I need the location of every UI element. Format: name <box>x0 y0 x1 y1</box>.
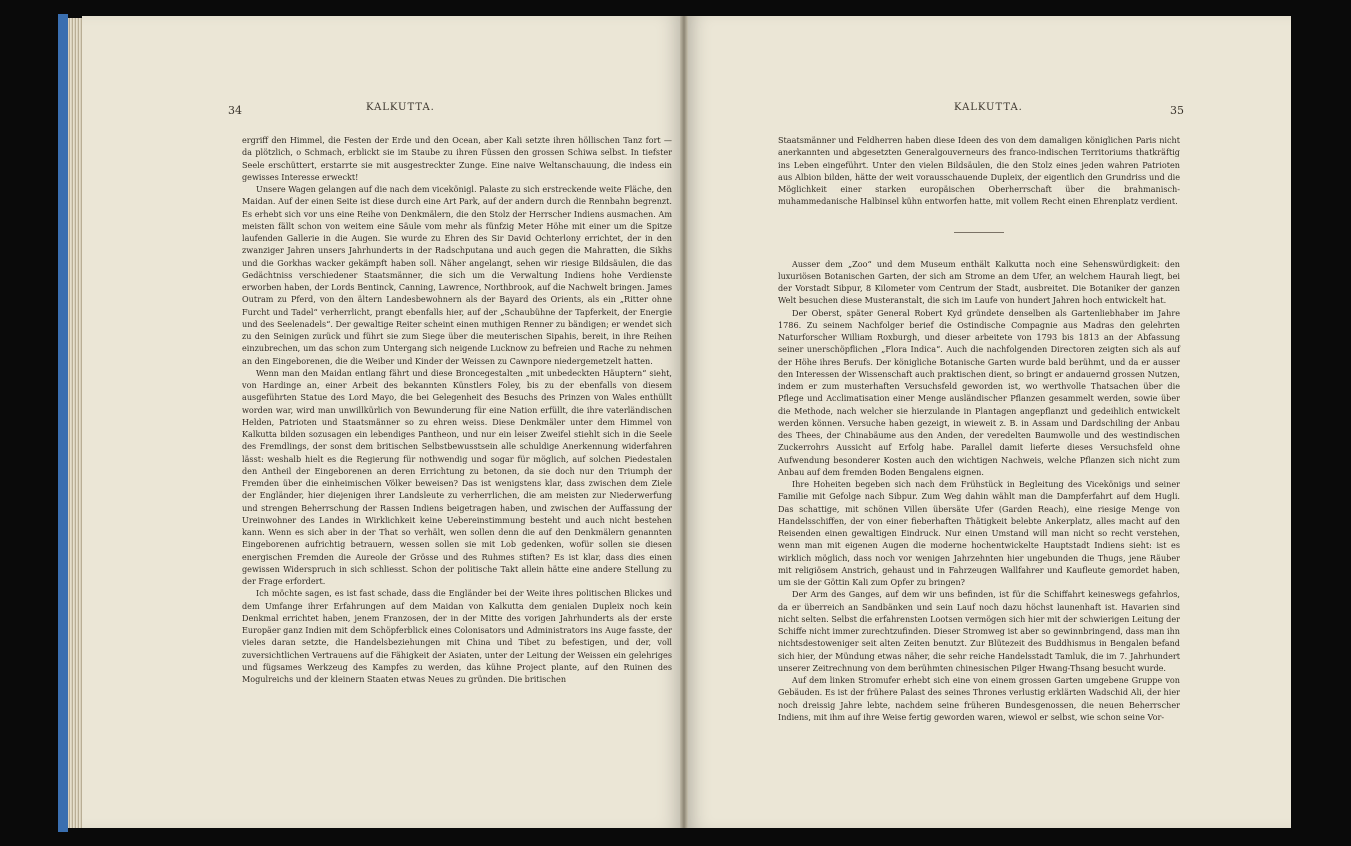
book-gutter <box>680 16 688 828</box>
paragraph: Staatsmänner und Feldherren haben diese Ideen des von dem damaligen königlichen Paris nicht anerkannten und abgesetzten Generalgouverneurs des franco-indischen Territoriums thatkräftig ins Leben eingeführt. Unter den vielen Bildsäulen, die den Stolz eines jeden wahren Patrioten aus Albion bilden, hätte der weit vorausschauende Dupleix, der eigentlich den Grundriss und die Möglichkeit einer starken europäischen Oberherrschaft über die brahmanisch-muhammedanische Halbinsel kühn entworfen hatte, mit vollem Recht einen Ehrenplatz verdient. <box>778 135 1180 207</box>
paragraph: Der Oberst, später General Robert Kyd gründete denselben als Gartenliebhaber im Jahre 1786. Zu seinem Nachfolger berief die Ostindische Compagnie aus Madras den gelehrten Naturforscher William Roxburgh, und dieser arbeitete von 1793 bis 1813 an der Abfassung seiner unerschöpflichen „Flora Indica“. Auch die nachfolgenden Directoren zeigten sich als auf der Höhe ihres Berufs. Der königliche Botanische Garten wurde bald berühmt, und da er ausser den Interessen der Wissenschaft auch praktischen dient, so bringt er andauernd grossen Nutzen, indem er zum musterhaften Versuchsfeld geworden ist, wo werthvolle Thatsachen über die Pflege und Acclimatisation einer Menge ausländischer Pflanzen gesammelt werden, sowie über die Methode, nach welcher sie hierzulande in Plantagen angepflanzt und gedeihlich entwickelt werden können. Versuche haben gezeigt, in wieweit z. B. in Assam und Dardschiling der Anbau des Thees, der Chinabäume aus den Anden, der veredelten Baumwolle und des westindischen Zuckerrohrs Aussicht auf Erfolg habe. Parallel damit lieferte dieses Versuchsfeld ohne Aufwendung besonderer Kosten auch den wichtigen Nachweis, welche Pflanzen sich nicht zum Anbau auf dem fremden Boden Bengalens eignen. <box>778 307 1180 477</box>
paragraph: Ihre Hoheiten begeben sich nach dem Frühstück in Begleitung des Vicekönigs und seiner Familie mit Gefolge nach Sibpur. Zum Weg dahin wählt man die Dampferfahrt auf dem Hugli. Das schattige, mit schönen Villen übersäte Ufer (Garden Reach), eine riesige Menge von Handelsschiffen, der von einer fieberhaften Thätigkeit belebte Ankerplatz, alles macht auf den Reisenden einen gewaltigen Eindruck. Nur einen Umstand will man nicht so recht verstehen, wenn man mit eigenen Augen die moderne hochentwickelte Hauptstadt Indiens sieht: ist es wirklich möglich, dass noch vor wenigen Jahrzehnten hier ungebunden die Thugs, jene Räuber mit religiösem Anstrich, gehaust und in Fahrzeugen Wallfahrer und Kaufleute gemordet haben, um sie der Göttin Kali zum Opfer zu bringen? <box>778 479 1180 587</box>
right-page <box>684 16 1291 828</box>
paragraph: Ausser dem „Zoo“ und dem Museum enthält Kalkutta noch eine Sehenswürdigkeit: den luxuriösen Botanischen Garten, der sich am Strome an dem Ufer, an welchem Haurah liegt, bei der Vorstadt Sibpur, 8 Kilometer vom Centrum der Stadt, ausbreitet. Die Botaniker der ganzen Welt besuchen diese Musteranstalt, die sich im Laufe von hundert Jahren hoch entwickelt hat. <box>778 258 1180 306</box>
paragraph: Der Arm des Ganges, auf dem wir uns befinden, ist für die Schiffahrt keineswegs gefahrlos, da er überreich an Sandbänken und sein Lauf noch dazu höchst launenhaft ist. Havarien sind nicht selten. Selbst die erfahrensten Lootsen vermögen sich hier mit der schwierigen Leitung der Schiffe nicht immer zurechtzufinden. Dieser Stromweg ist aber so gewinnbringend, dass man ihn nichtsdestoweniger seit alten Zeiten benutzt. Zur Blütezeit des Buddhismus in Bengalen befand sich hier, der Mündung etwas näher, die sehr reiche Handelsstadt Tamluk, die im 7. Jahrhundert unserer Zeitrechnung von dem berühmten chinesischen Pilger Hwang-Thsang besucht wurde. <box>778 589 1180 673</box>
page-edges <box>68 18 82 828</box>
paragraph: ergriff den Himmel, die Festen der Erde und den Ocean, aber Kali setzte ihren höllischen Tanz fort — da plötzlich, o Schmach, erblickt sie im Staube zu ihren Füssen den grossen Schiwa selbst. In tiefster Seele erschüttert, erstarrte sie mit ausgestreckter Zunge. Eine naive Weltanschauung, die indess ein gewisses Interesse erweckt! <box>242 135 672 182</box>
running-head-left: KALKUTTA. <box>366 102 435 113</box>
left-page <box>82 16 684 828</box>
left-page-text <box>242 134 672 685</box>
page-number-left: 34 <box>228 104 242 117</box>
running-head-right: KALKUTTA. <box>954 102 1023 113</box>
section-divider <box>954 232 1004 233</box>
right-page-text <box>778 134 1180 723</box>
page-number-right: 35 <box>1170 104 1184 117</box>
paragraph: Wenn man den Maidan entlang fährt und diese Broncegestalten „mit unbedeckten Häuptern“ sieht, von Hardinge an, einer Arbeit des bekannten Künstlers Foley, bis zu der ebenfalls von diesem ausgeführten Statue des Lord Mayo, die bei Gelegenheit des Besuchs des Prinzen von Wales enthüllt worden war, wird man unwillkürlich von Bewunderung für eine Nation erfüllt, die ihre vaterländischen Helden, Patrioten und Staatsmänner so zu ehren weiss. Diese Denkmäler unter dem Himmel von Kalkutta bilden sozusagen ein lebendiges Pantheon, und nur ein leiser Zweifel stiehlt sich in die Seele des Fremdlings, der sonst dem britischen Selbstbewusstsein alle schuldige Anerkennung widerfahren lässt: weshalb hielt es die Regierung für nothwendig und sogar für möglich, auf solchen Piedestalen den Antheil der Eingeborenen an deren Errichtung zu betonen, da sie doch nur den Triumph der Fremden über die einheimischen Völker beweisen? Das ist wenigstens klar, dass zwischen dem Ziele der Engländer, hier diejenigen ihrer Landsleute zu verherrlichen, die am meisten zur Niederwerfung und strengen Beherrschung der Rassen Indiens beigetragen haben, und zwischen der Auffassung der Ureinwohner des Landes in Wirklichkeit keine Uebereinstimmung besteht und auch nicht bestehen kann. Wenn es sich aber in der That so verhält, wen sollen denn die auf den Denkmälern genannten Eingeborenen aufrichtig betrauern, wessen sollen sie mit Lob gedenken, wofür sollen sie diesen energischen Fremden die Aureole der Grösse und des Ruhmes stiften? Es ist klar, dass dies einen gewissen Widerspruch in sich schliesst. Schon der politische Takt allein hätte eine andere Stellung zu der Frage erfordert. <box>242 367 672 586</box>
book-cover-edge <box>58 14 68 832</box>
paragraph: Unsere Wagen gelangen auf die nach dem vicekönigl. Palaste zu sich erstreckende weite Fläche, den Maidan. Auf der einen Seite ist diese durch eine Art Park, auf der andern durch die Rennbahn begrenzt. Es erhebt sich vor uns eine Reihe von Denkmälern, die den Stolz der Herrscher Indiens ausmachen. Am meisten fällt schon von weitem eine Säule vom mehr als fünfzig Meter Höhe mit einer um die Spitze laufenden Gallerie in die Augen. Sie wurde zu Ehren des Sir David Ochterlony errichtet, der in den zwanziger Jahren unsers Jahrhunderts in der Radschputana und auch gegen die Mahratten, die Sikhs und die Gorkhas wacker gekämpft haben soll. Näher angelangt, sehen wir riesige Bildsäulen, die das Gedächtniss verschiedener Staatsmänner, die sich um die Verwaltung Indiens hohe Verdienste erworben haben, der Lords Bentinck, Canning, Lawrence, Northbrook, auf die Nachwelt bringen. James Outram zu Pferd, von den ältern Landesbewohnern als der Bayard des Orients, als ein „Ritter ohne Furcht und Tadel“ verherrlicht, prangt ebenfalls hier, auf der „Schaubühne der Tapferkeit, der Energie und des Seelenadels“. Der gewaltige Reiter scheint einen muthigen Renner zu bändigen; er wendet sich zu den Seinigen zurück und führt sie zum Siege über die meuterischen Sipahis, bereit, in ihre Reihen einzubrechen, um das schon zum Untergang sich neigende Lucknow zu befreien und Rache zu nehmen an den Eingeborenen, die die Weiber und Kinder der Weissen zu Cawnpore niedergemetzelt hatten. <box>242 184 672 366</box>
paragraph: Auf dem linken Stromufer erhebt sich eine von einem grossen Garten umgebene Gruppe von Gebäuden. Es ist der frühere Palast des seines Thrones verlustig erklärten Wadschid Ali, der hier noch dreissig Jahre lebte, nachdem seine früheren Bundesgenossen, die neuen Beherrscher Indiens, mit ihm auf ihre Weise fertig geworden waren, wiewol er selbst, wie schon seine Vor- <box>778 675 1180 722</box>
paragraph: Ich möchte sagen, es ist fast schade, dass die Engländer bei der Weite ihres politischen Blickes und dem Umfange ihrer Erfahrungen auf dem Maidan von Kalkutta dem genialen Dupleix noch kein Denkmal errichtet haben, jenem Franzosen, der in der Mitte des vorigen Jahrhunderts als der erste Europäer ganz Indien mit dem Schöpferblick eines Colonisators und Administrators ins Auge fasste, der vieles daran setzte, die Handelsbeziehungen mit China und Tibet zu befestigen, und der, voll zuversichtlichen Vertrauens auf die Fähigkeit der Asiaten, unter der Leitung der Weissen ein gelehriges und fügsames Werkzeug des Kampfes zu werden, das kühne Project plante, auf den Ruinen des Mogulreichs und der kleinern Staaten etwas Neues zu gründen. Die britischen <box>242 588 672 684</box>
